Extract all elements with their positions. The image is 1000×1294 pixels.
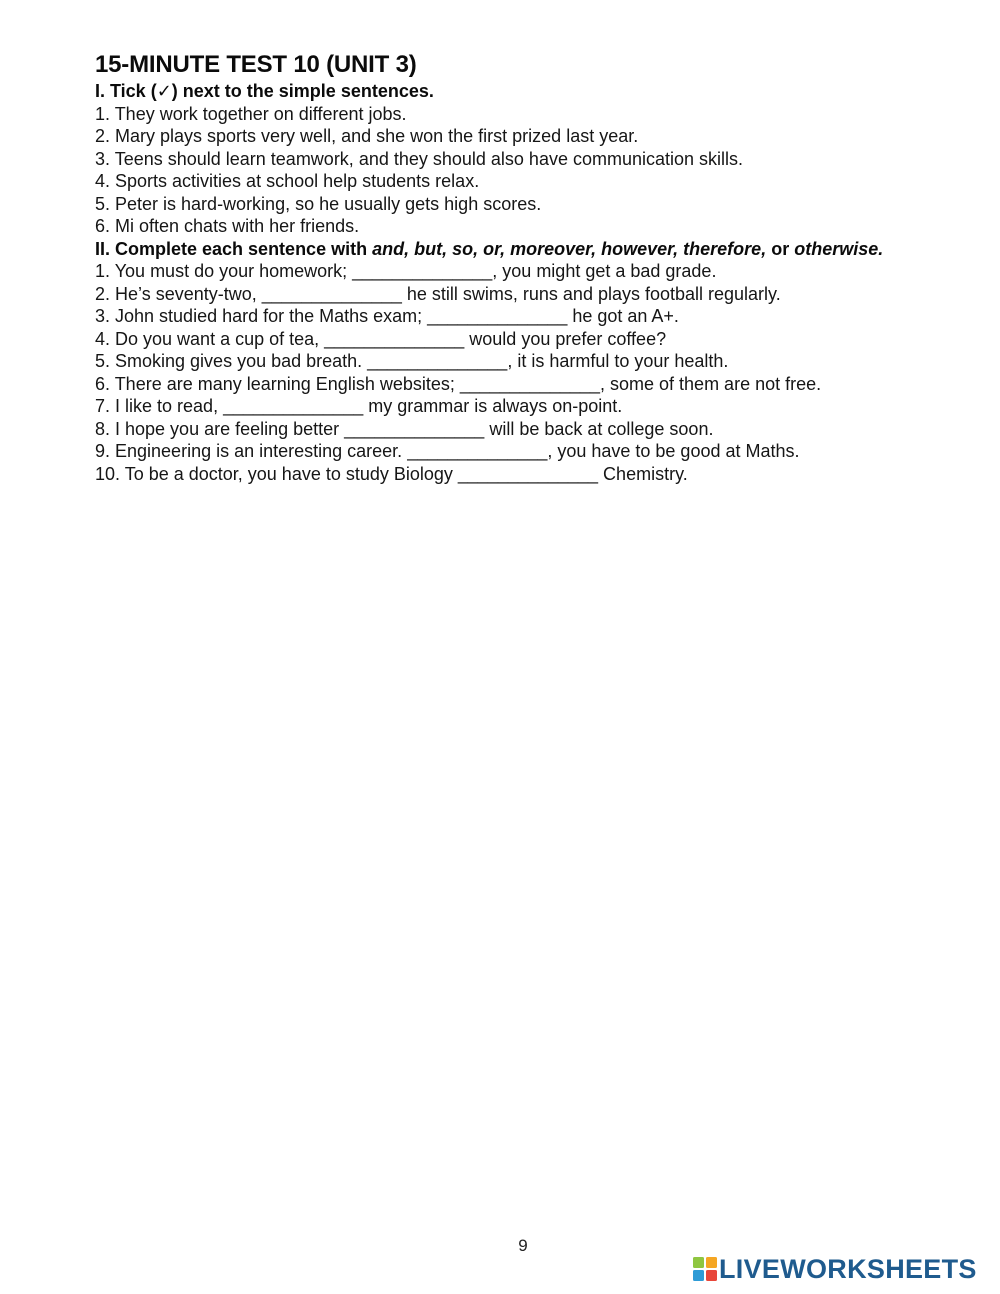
page-title: 15-MINUTE TEST 10 (UNIT 3) [95,51,417,78]
section-1-heading-end: ) next to the simple sentences. [171,81,434,101]
section-1-item: 6. Mi often chats with her friends. [95,216,360,236]
section-2-item: 4. Do you want a cup of tea, ______________ would you prefer coffee? [95,328,667,349]
section-2-heading-or: or [766,238,795,259]
section-1-item: 5. Peter is hard-working, so he usually gets high scores. [95,193,542,214]
section-2-item: 9. Engineering is an interesting career. ______________, you have to be good at Maths. [95,441,800,461]
brand-name: LIVEWORKSHEETS [719,1254,977,1284]
worksheet-content [95,50,975,485]
section-2-item: 10. To be a doctor, you have to study Biology ______________ Chemistry. [95,463,688,484]
section-1-item: 3. Teens should learn teamwork, and they should also have communication skills. [95,148,744,169]
section-2-item: 1. You must do your homework; ______________, you might get a bad grade. [95,261,717,281]
section-2-item: 2. He’s seventy-two, ______________ he still swims, runs and plays football regularly. [95,283,781,304]
section-1-heading [95,80,975,103]
section-1-heading-start: I. Tick ( [95,81,157,101]
section-2-item: 5. Smoking gives you bad breath. ______________, it is harmful to your health. [95,351,729,371]
section-2-heading-last: otherwise. [794,238,884,259]
page-number: 9 [518,1236,528,1255]
section-2-heading [95,238,975,261]
section-1-item: 2. Mary plays sports very well, and she won the first prized last year. [95,126,639,146]
brand-logo [693,1253,977,1285]
section-1-item: 1. They work together on different jobs. [95,103,407,124]
section-2-heading-start: II. Complete each sentence with [95,238,373,259]
section-2-heading-words: and, but, so, or, moreover, however, therefore, [372,238,767,259]
checkmark-icon: ✓ [156,81,172,101]
section-2-item: 3. John studied hard for the Maths exam; ______________ he got an A+. [95,306,679,326]
section-2-item: 6. There are many learning English websites; ______________, some of them are not free. [95,373,822,394]
section-1-item: 4. Sports activities at school help students relax. [95,171,480,191]
section-2-item: 8. I hope you are feeling better ______________ will be back at college soon. [95,418,714,439]
liveworksheets-logo-icon [693,1257,717,1281]
section-2-item: 7. I like to read, ______________ my grammar is always on-point. [95,396,623,416]
